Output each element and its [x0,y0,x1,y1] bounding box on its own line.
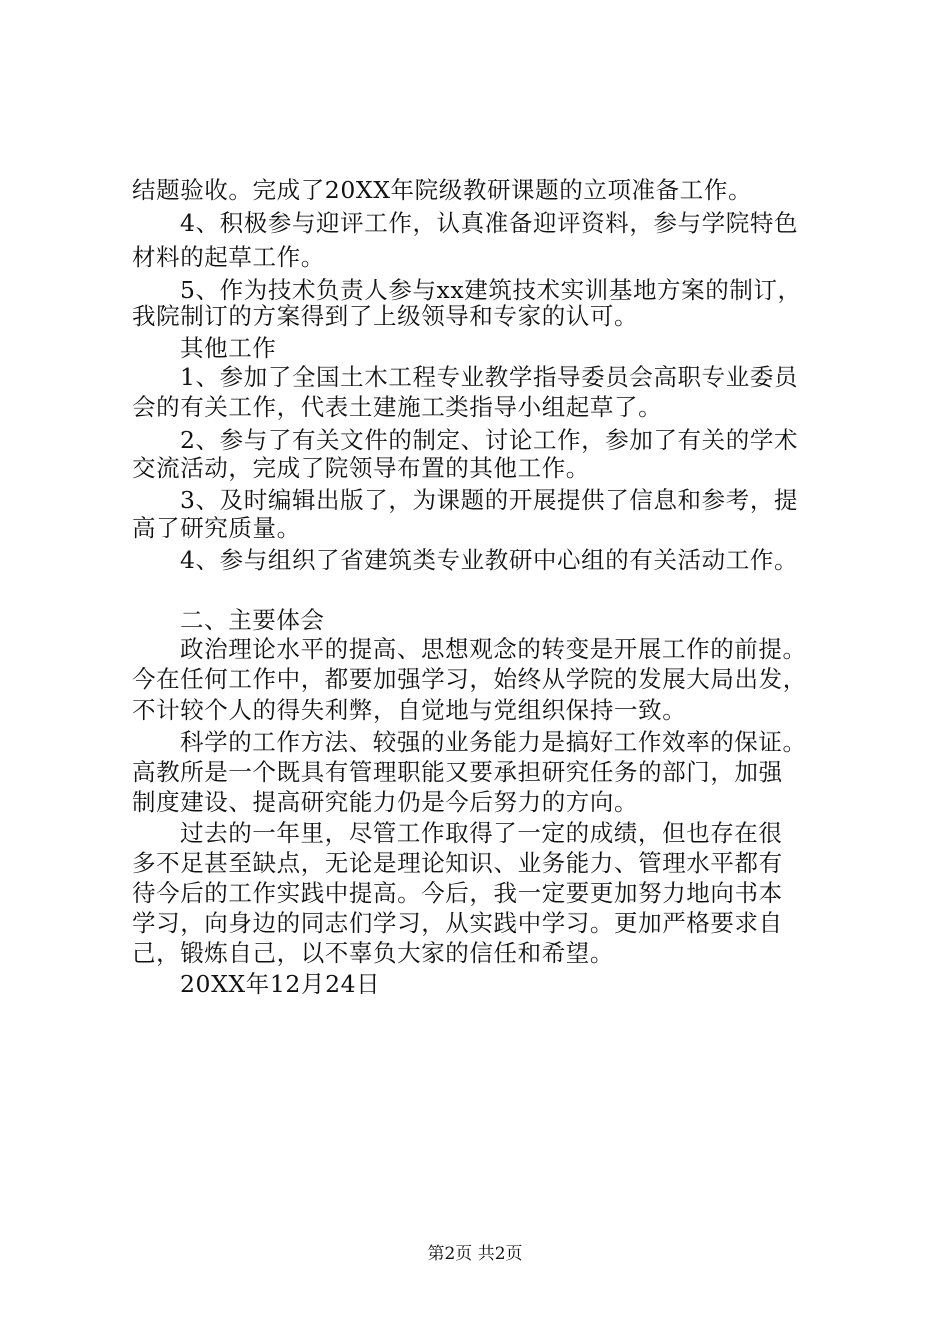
text-line: 今在任何工作中，都要加强学习，始终从学院的发展大局出发， [132,665,807,693]
text-line: 过去的一年里，尽管工作取得了一定的成绩，但也存在很 [180,819,783,847]
text-line: 制度建设、提高研究能力仍是今后努力的方向。 [132,788,639,816]
page-footer: 第2页 共2页 [427,1244,523,1264]
text-line: 科学的工作方法、较强的业务能力是搞好工作效率的保证。 [180,728,807,756]
text-line: 1、参加了全国土木工程专业教学指导委员会高职专业委员 [180,363,799,391]
text-line: 政治理论水平的提高、思想观念的转变是开展工作的前提。 [180,635,807,663]
text-line: 会的有关工作，代表土建施工类指导小组起草了。 [132,393,663,421]
text-line: 3、及时编辑出版了，为课题的开展提供了信息和参考，提 [180,486,799,514]
section-heading: 二、主要体会 [180,606,325,634]
text-line: 我院制订的方案得到了上级领导和专家的认可。 [132,302,639,330]
text-line: 高了研究质量。 [132,514,301,542]
text-line: 高教所是一个既具有管理职能又要承担研究任务的部门，加强 [132,758,783,786]
text-line: 己，锻炼自己，以不辜负大家的信任和希望。 [132,939,614,967]
text-line: 4、积极参与迎评工作，认真准备迎评资料，参与学院特色 [180,209,799,237]
text-line: 待今后的工作实践中提高。今后，我一定要更加努力地向书本 [132,879,783,907]
text-line: 多不足甚至缺点，无论是理论知识、业务能力、管理水平都有 [132,849,783,877]
text-line: 结题验收。完成了20XX年院级教研课题的立项准备工作。 [132,176,753,204]
text-line: 不计较个人的得失利弊，自觉地与党组织保持一致。 [132,696,687,724]
text-line: 4、参与组织了省建筑类专业教研中心组的有关活动工作。 [180,546,799,574]
text-line: 材料的起草工作。 [132,243,325,271]
section-heading: 其他工作 [180,334,277,362]
text-line: 交流活动，完成了院领导布置的其他工作。 [132,454,590,482]
date-line: 20XX年12月24日 [180,970,381,998]
text-line: 2、参与了有关文件的制定、讨论工作，参加了有关的学术 [180,426,799,454]
text-line: 学习，向身边的同志们学习，从实践中学习。更加严格要求自 [132,909,783,937]
text-line: 5、作为技术负责人参与xx建筑技术实训基地方案的制订， [180,276,802,304]
